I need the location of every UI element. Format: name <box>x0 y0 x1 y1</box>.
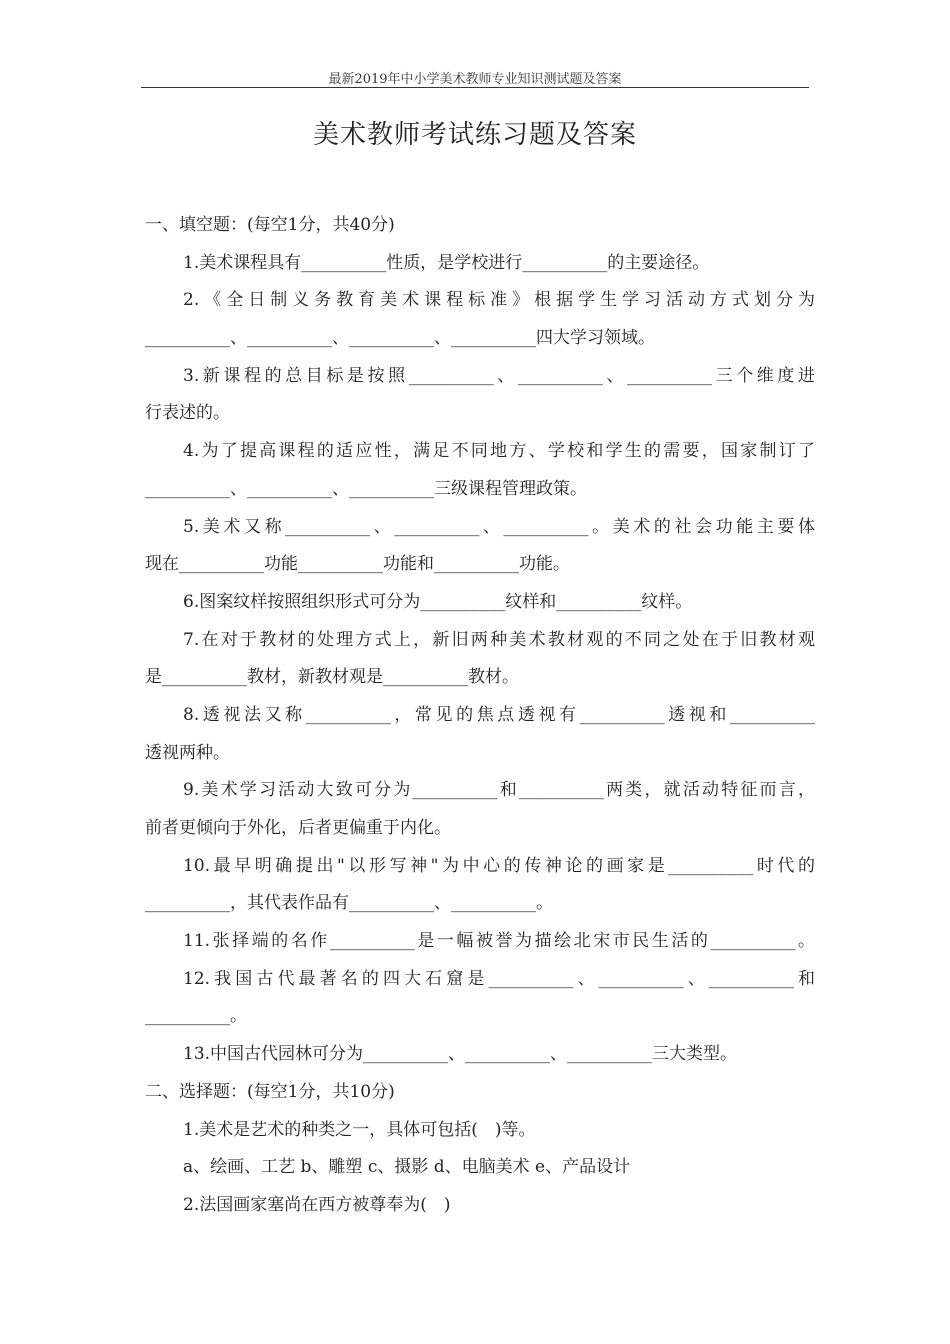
question-13: 13.中国古代园林可分为__________、__________、__________三大类型。 <box>183 1044 738 1065</box>
choice-question-1-options: a、绘画、工艺 b、雕塑 c、摄影 d、电脑美术 e、产品设计 <box>183 1157 631 1178</box>
header-divider <box>141 87 809 88</box>
section-heading-fill-in: 一、填空题：(每空1分，共40分) <box>145 215 395 235</box>
question-10: 10.最早明确提出"以形写神"为中心的传神论的画家是__________时代的 <box>183 855 815 876</box>
question-6: 6.图案纹样按照组织形式可分为__________纹样和__________纹样。 <box>183 591 693 612</box>
question-9: 9.美术学习活动大致可分为__________和__________两类，就活动特征而言， <box>183 780 815 801</box>
choice-question-1: 1.美术是艺术的种类之一，具体可包括( )等。 <box>183 1119 536 1140</box>
question-4: 4.为了提高课程的适应性，满足不同地方、学校和学生的需要，国家制订了 <box>183 441 815 462</box>
question-11: 11.张择端的名作__________是一幅被誉为描绘北宋市民生活的__________。 <box>183 931 815 952</box>
question-10-continued: __________，其代表作品有__________、__________。 <box>145 893 553 914</box>
question-4-continued: __________、__________、__________三级课程管理政策。 <box>145 478 587 499</box>
choice-question-2: 2.法国画家塞尚在西方被尊奉为( ) <box>183 1194 451 1215</box>
question-2-continued: __________、__________、__________、__________四大学习领域。 <box>145 328 655 349</box>
question-5: 5.美术又称__________、__________、__________。美术的社会功能主要体 <box>183 516 815 537</box>
question-7: 7.在对于教材的处理方式上，新旧两种美术教材观的不同之处在于旧教材观 <box>183 629 815 650</box>
question-7-continued: 是__________教材，新教材观是__________教材。 <box>145 667 519 688</box>
question-8-continued: 透视两种。 <box>145 742 230 763</box>
question-3-continued: 行表述的。 <box>145 403 230 424</box>
section-heading-multiple-choice: 二、选择题：(每空1分，共10分) <box>145 1081 395 1102</box>
question-9-continued: 前者更倾向于外化，后者更偏重于内化。 <box>145 818 451 838</box>
page-header: 最新2019年中小学美术教师专业知识测试题及答案 <box>328 72 622 87</box>
document-body <box>145 207 815 1225</box>
question-12-continued: __________。 <box>145 1006 247 1027</box>
question-8: 8.透视法又称__________，常见的焦点透视有__________透视和__________ <box>183 704 815 725</box>
question-12: 12.我国古代最著名的四大石窟是__________、__________、__________和 <box>183 968 815 989</box>
question-2: 2.《全日制义务教育美术课程标准》根据学生学习活动方式划分为 <box>183 290 815 311</box>
question-5-continued: 现在__________功能__________功能和__________功能。 <box>145 554 570 575</box>
question-1: 1.美术课程具有__________性质，是学校进行__________的主要途径。 <box>183 252 710 273</box>
document-title: 美术教师考试练习题及答案 <box>312 120 637 150</box>
question-3: 3.新课程的总目标是按照__________、__________、__________三个维度进 <box>183 365 815 386</box>
